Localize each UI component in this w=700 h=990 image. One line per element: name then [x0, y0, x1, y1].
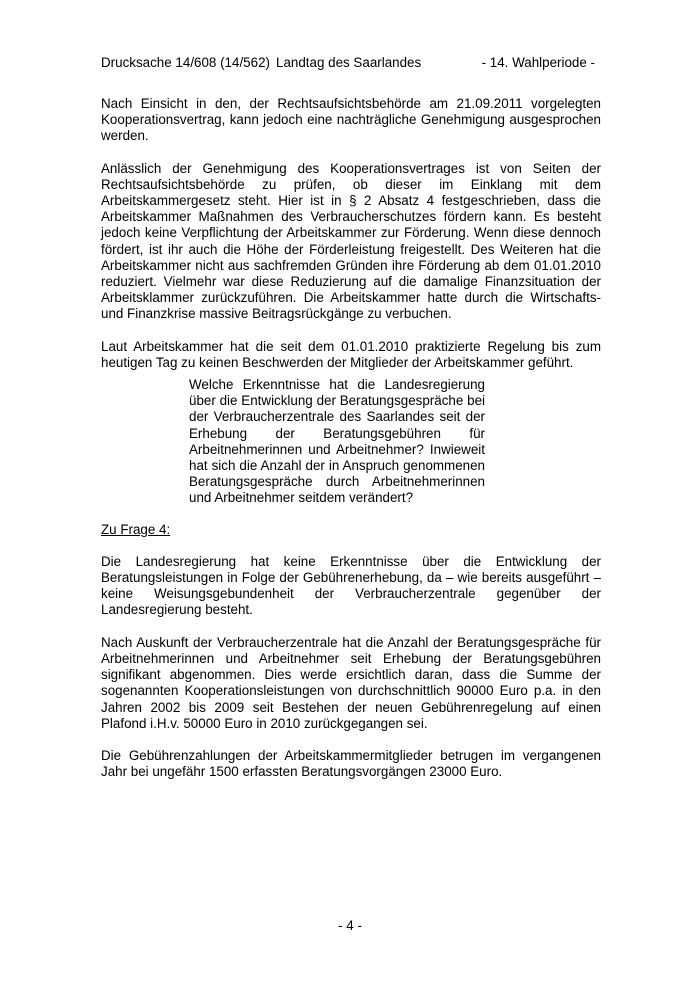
- paragraph-approval-review: Anlässlich der Genehmigung des Kooperationsvertrages ist von Seiten der Rechtsaufsichtsbehörde zu prüfen, ob dieser im Einklang mit dem Arbeitskammergesetz steht. Hier ist in § 2 Absatz 4 festgeschrieben, dass die Arbeitskammer Maßnahmen des Verbraucherschutzes fördern kann. Es besteht jedoch keine Verpflichtung der Arbeitskammer zur Förderung. Wenn diese dennoch fördert, ist ihr auch die Höhe der Förderleistung freigestellt. Des Weiteren hat die Arbeitskammer nicht aus sachfremden Gründen ihre Förderung ab dem 01.01.2010 reduziert. Vielmehr war diese Reduzierung auf die damalige Finanzsituation der Arbeitsklammer zurückzuführen. Die Arbeitskammer hatte durch die Wirtschafts- und Finanzkrise massive Beitragsrückgänge zu verbuchen.: [101, 160, 601, 322]
- header-parliament-name: Landtag des Saarlandes: [276, 55, 422, 70]
- question-4-text: Welche Erkenntnisse hat die Landesregierung über die Entwicklung der Beratungsgespräche bei der Verbraucherzentrale des Saarlandes seit der Erhebung der Beratungsgebühren für Arbeitnehmerinnen und Arbeitnehmer? Inwieweit hat sich die Anzahl der in Anspruch genommenen Beratungsgespräche durch Arbeitnehmerinnen und Arbeitnehmer seitdem verändert?: [189, 377, 485, 506]
- paragraph-no-complaints: Laut Arbeitskammer hat die seit dem 01.01.2010 praktizierte Regelung bis zum heutigen Tag zu keinen Beschwerden der Mitglieder der Arbeitskammer geführt.: [101, 338, 601, 370]
- paragraph-fee-payments: Die Gebührenzahlungen der Arbeitskammermitglieder betrugen im vergangenen Jahr bei ungefähr 1500 erfassten Beratungsvorgängen 23000 Euro.: [101, 747, 601, 780]
- header-document-number: Drucksache 14/608 (14/562): [101, 55, 270, 70]
- paragraph-no-knowledge: Die Landesregierung hat keine Erkenntnisse über die Entwicklung der Beratungsleistungen in Folge der Gebührenerhebung, da – wie bereits ausgeführt – keine Weisungsgebundenheit der Verbraucherzentrale gegenüber der Landesregierung besteht.: [101, 553, 601, 618]
- header-legislative-period: - 14. Wahlperiode -: [481, 55, 595, 70]
- document-body: [101, 96, 601, 780]
- paragraph-consultation-decline: Nach Auskunft der Verbraucherzentrale hat die Anzahl der Beratungsgespräche für Arbeitnehmerinnen und Arbeitnehmer seit Erhebung der Beratungsgebühren signifikant abgenommen. Dies werde ersichtlich daran, dass die Summe der sogenannten Kooperationsleistungen von durchschnittlich 90000 Euro p.a. in den Jahren 2002 bis 2009 seit Bestehen der neuen Gebührenregelung auf einen Plafond i.H.v. 50000 Euro in 2010 zurückgegangen sei.: [101, 634, 601, 731]
- paragraph-cooperation-approval: Nach Einsicht in den, der Rechtsaufsichtsbehörde am 21.09.2011 vorgelegten Kooperationsvertrag, kann jedoch eine nachträgliche Genehmigung ausgesprochen werden.: [101, 96, 601, 144]
- page-header: [101, 55, 595, 73]
- answer-heading-label: Zu Frage 4:: [101, 521, 171, 537]
- page-number: - 4 -: [338, 918, 362, 933]
- answer-heading: [101, 522, 601, 538]
